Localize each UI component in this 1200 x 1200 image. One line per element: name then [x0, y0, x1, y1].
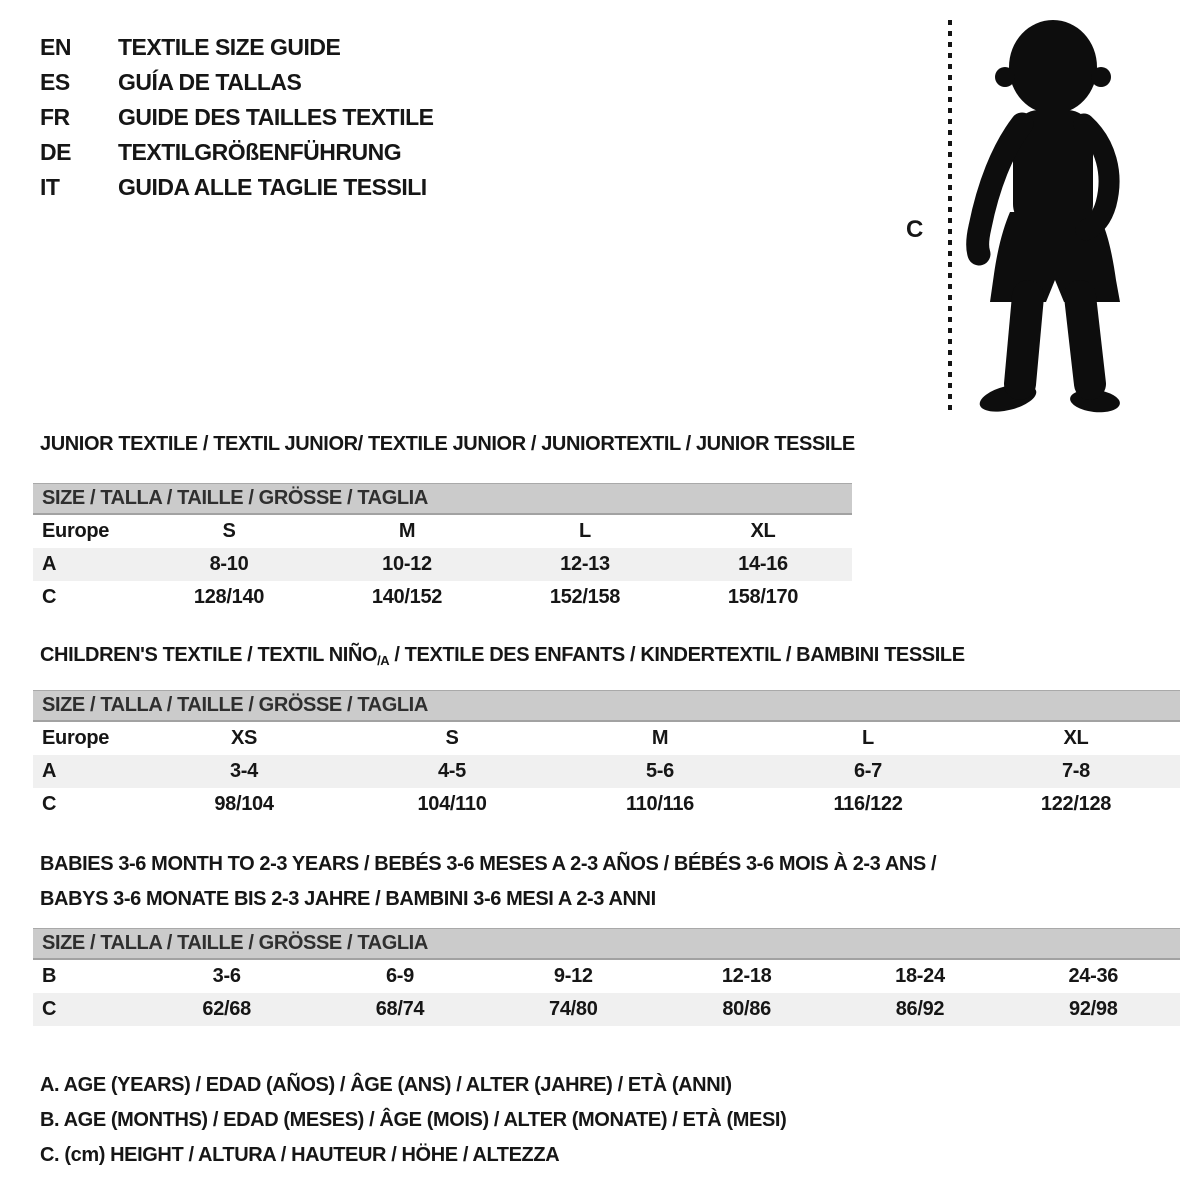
table-row-europe [33, 515, 852, 548]
size-cell: 12-13 [560, 553, 610, 575]
size-cell: 5-6 [645, 760, 674, 782]
size-cell: 104/110 [417, 793, 487, 815]
table-row-europe [33, 722, 1180, 755]
height-measure-line [948, 20, 952, 416]
babies-size-table [33, 928, 1180, 1026]
size-cell: 92/98 [1069, 998, 1118, 1020]
size-cell: 4-5 [437, 760, 466, 782]
language-label: TEXTILE SIZE GUIDE [118, 34, 341, 60]
junior-size-table [33, 483, 852, 614]
language-row-fr [40, 100, 434, 135]
size-cell: 9-12 [553, 965, 593, 987]
babies-title-line2: BABYS 3-6 MONATE BIS 2-3 JAHRE / BAMBINI 3-6 MESI A 2-3 ANNI [40, 888, 656, 910]
legend-line-c: C. (cm) HEIGHT / ALTURA / HAUTEUR / HÖHE / ALTEZZA [40, 1144, 560, 1166]
language-title-list [40, 30, 434, 205]
size-cell: M [651, 727, 669, 749]
babies-section-title [40, 847, 936, 917]
size-cell: 80/86 [722, 998, 771, 1020]
table-row-height [33, 581, 852, 614]
size-cell: 18-24 [895, 965, 945, 987]
size-cell: 110/116 [626, 793, 694, 815]
language-code: DE [40, 139, 71, 165]
size-cell: 68/74 [375, 998, 425, 1020]
children-title-part1: CHILDREN'S TEXTILE / TEXTIL NIÑO [40, 644, 378, 666]
size-cell: L [862, 727, 874, 749]
size-header-bar: SIZE / TALLA / TAILLE / GRÖSSE / TAGLIA [33, 928, 1180, 960]
size-cell: 152/158 [549, 586, 621, 608]
size-cell: 24-36 [1068, 965, 1119, 987]
size-cell: XL [1063, 727, 1089, 749]
language-label: GUIDE DES TAILLES TEXTILE [118, 104, 434, 130]
size-cell: 86/92 [895, 998, 945, 1020]
children-title-part2: / TEXTILE DES ENFANTS / KINDERTEXTIL / BAMBINI TESSILE [389, 644, 965, 666]
size-cell: 10-12 [382, 553, 432, 575]
toddler-silhouette-icon [958, 12, 1148, 416]
row-label: Europe [42, 520, 110, 542]
size-cell: 116/122 [833, 793, 903, 815]
children-title-sub: /A [377, 653, 390, 668]
size-cell: 98/104 [214, 793, 274, 815]
legend-block [40, 1068, 786, 1173]
babies-title-line1: BABIES 3-6 MONTH TO 2-3 YEARS / BEBÉS 3-6 MESES A 2-3 AÑOS / BÉBÉS 3-6 MOIS À 2-3 ANS / [40, 853, 937, 875]
language-label: TEXTILGRÖßENFÜHRUNG [118, 139, 402, 165]
language-code: IT [40, 174, 60, 200]
row-label: C [42, 586, 57, 608]
language-row-es [40, 65, 434, 100]
size-cell: 74/80 [549, 998, 598, 1020]
size-cell: XS [230, 727, 258, 749]
children-size-table [33, 690, 1180, 821]
size-cell: 6-9 [385, 965, 414, 987]
language-row-de [40, 135, 434, 170]
table-row-height [33, 788, 1180, 821]
height-measure-label: C [906, 216, 924, 243]
size-cell: 122/128 [1040, 793, 1112, 815]
language-code: FR [40, 104, 70, 130]
size-cell: XL [750, 520, 776, 542]
row-label: A [42, 553, 57, 575]
size-cell: 3-4 [229, 760, 258, 782]
size-cell: S [222, 520, 236, 542]
row-label: C [42, 998, 57, 1020]
size-cell: 7-8 [1061, 760, 1090, 782]
children-section-title [40, 644, 965, 667]
language-row-en [40, 30, 434, 65]
size-cell: 8-10 [209, 553, 249, 575]
row-label: B [42, 965, 57, 987]
size-cell: 62/68 [202, 998, 251, 1020]
language-label: GUÍA DE TALLAS [118, 69, 302, 95]
size-cell: 158/170 [727, 586, 799, 608]
table-row-age [33, 755, 1180, 788]
size-cell: 140/152 [371, 586, 443, 608]
table-row-age [33, 548, 852, 581]
size-cell: 128/140 [193, 586, 265, 608]
junior-section-title: JUNIOR TEXTILE / TEXTIL JUNIOR/ TEXTILE JUNIOR / JUNIORTEXTIL / JUNIOR TESSILE [40, 433, 855, 455]
size-header-bar: SIZE / TALLA / TAILLE / GRÖSSE / TAGLIA [33, 690, 1180, 722]
language-label: GUIDA ALLE TAGLIE TESSILI [118, 174, 427, 200]
size-cell: 12-18 [721, 965, 772, 987]
row-label: C [42, 793, 57, 815]
legend-line-b: B. AGE (MONTHS) / EDAD (MESES) / ÂGE (MOIS) / ALTER (MONATE) / ETÀ (MESI) [40, 1109, 787, 1131]
language-row-it [40, 170, 434, 205]
legend-line-a: A. AGE (YEARS) / EDAD (AÑOS) / ÂGE (ANS) / ALTER (JAHRE) / ETÀ (ANNI) [40, 1074, 732, 1096]
row-label: A [42, 760, 57, 782]
size-cell: L [579, 520, 591, 542]
size-cell: 6-7 [853, 760, 882, 782]
row-label: Europe [42, 727, 110, 749]
size-cell: 14-16 [738, 553, 788, 575]
size-cell: M [398, 520, 416, 542]
language-code: ES [40, 69, 70, 95]
table-row-months [33, 960, 1180, 993]
language-code: EN [40, 34, 71, 60]
table-row-height [33, 993, 1180, 1026]
size-cell: S [445, 727, 459, 749]
size-cell: 3-6 [212, 965, 241, 987]
size-header-bar: SIZE / TALLA / TAILLE / GRÖSSE / TAGLIA [33, 483, 852, 515]
